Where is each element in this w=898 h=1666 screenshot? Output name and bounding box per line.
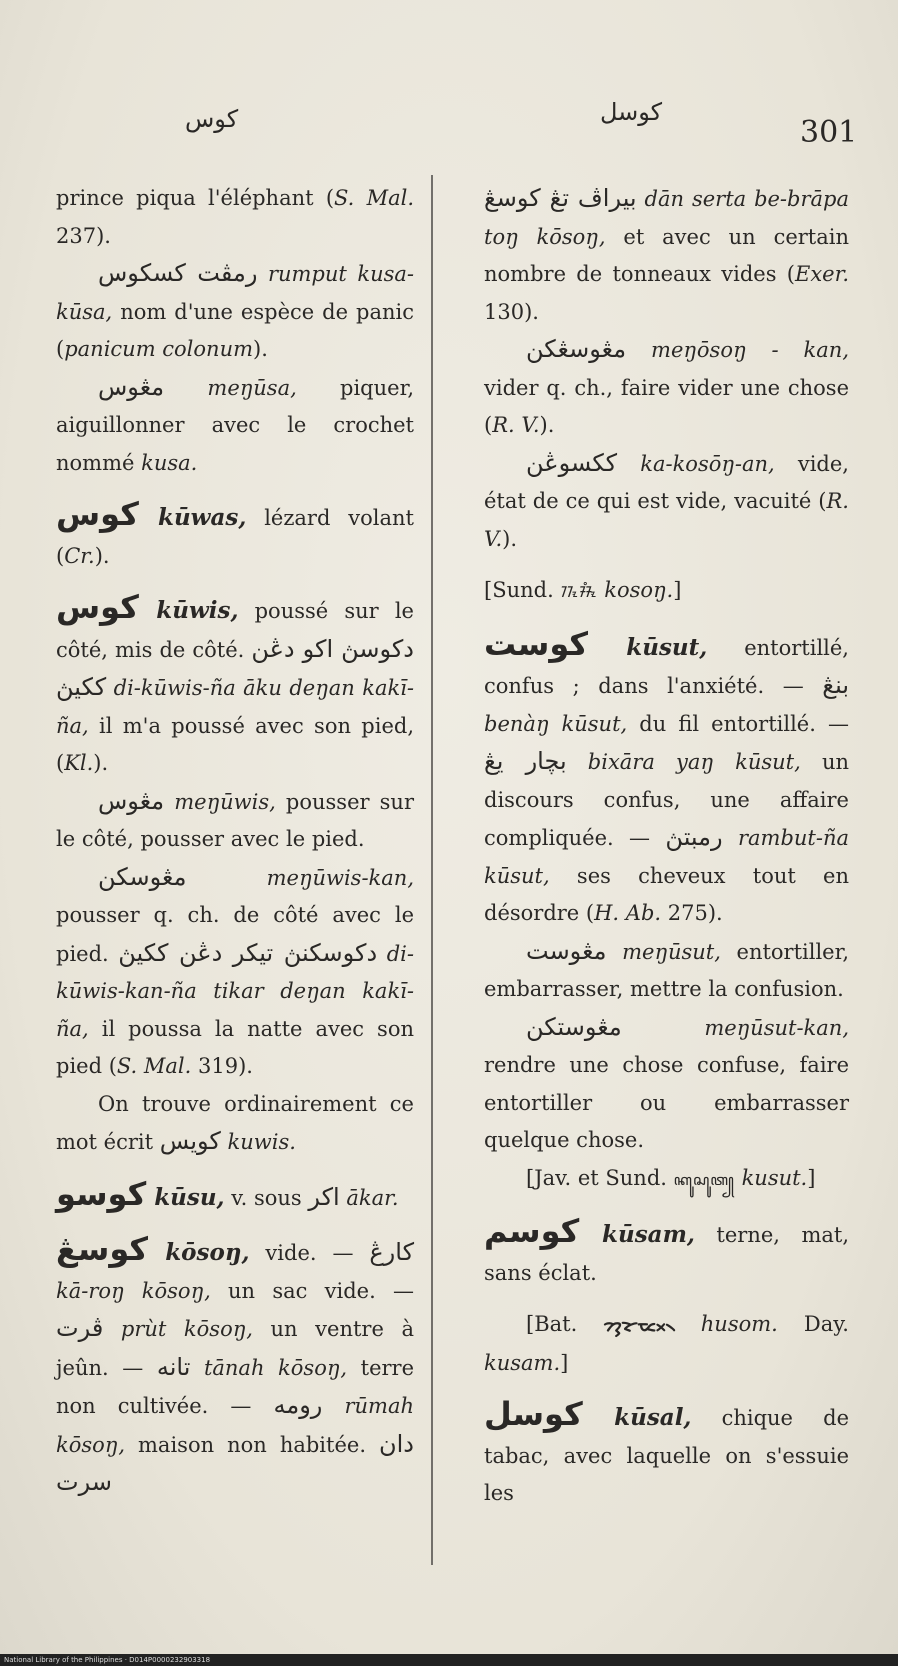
entry-continuation: prince piqua l'éléphant (S. Mal. 237). bbox=[56, 186, 414, 248]
subentry-rumput-kusa-kusa: رمڤت كسكوس rumput kusa-kūsa, nom d'une espèce de panic (panicum colonum). bbox=[56, 259, 414, 361]
right-column bbox=[484, 180, 849, 1513]
subentry-mengosong-kan: مڠوسڠكن meŋōsoŋ - kan, vider q. ch., faire vider une chose (R. V.). bbox=[484, 335, 849, 437]
javanese-script: ꦏꦸꦱꦸꦠ꧀ bbox=[673, 1170, 735, 1189]
subentry-mengusa: مڠوس meŋūsa, piquer, aiguillonner avec le crochet nommé kusa. bbox=[56, 372, 414, 475]
entry-kusu: كوسو kūsu, v. sous اكر ākar. bbox=[56, 1174, 399, 1213]
entry-continuation-right: بيراڤ تڠ كوسڠ dān serta be-brāpa toŋ kōsoŋ, et avec un certain nombre de tonneaux vides (Exer. 130). bbox=[484, 184, 849, 324]
subentry-menguwis: مڠوس meŋūwis, pousser sur le côté, pousser avec le pied. bbox=[56, 786, 414, 851]
entry-kosong: كوسڠ kōsoŋ, vide. — كارڠ kā-roŋ kōsoŋ, un sac vide. — ڤرت prùt kōsoŋ, un ventre à jeûn. — تانه tānah kōsoŋ, terre non cultivée. — رومه rūmah kōsoŋ, maison non habitée. دان سرت bbox=[56, 1230, 415, 1496]
scan-footer: National Library of the Philippines · D014P0000232903318 bbox=[0, 1654, 898, 1666]
cognate-jav-sund-kusut: [Jav. et Sund. ꦏꦸꦱꦸꦠ꧀ kusut.] bbox=[526, 1165, 816, 1190]
sundanese-script: ᮊᮧᮞᮧᮀ bbox=[560, 583, 598, 601]
subentry-mengusut-kan: مڠوستكن meŋūsut-kan, rendre une chose confuse, faire entortiller ou embarrasser quelque chose. bbox=[484, 1012, 849, 1152]
cognate-bat-day-kusam: [Bat. ᯂᯮᯘᯬᯔ᯲ husom. Day. kusam.] bbox=[484, 1312, 849, 1375]
page-number: 301 bbox=[800, 115, 858, 150]
note-kuwis-spelling: On trouve ordinairement ce mot écrit كويس kuwis. bbox=[56, 1091, 414, 1155]
subentry-menguwis-kan: مڠوسكن meŋūwis-kan, pousser q. ch. de côté avec le pied. دكوسكنڽ تيكر دڠن ككيڽ di-kūwis-kan-ña tikar deŋan kakī-ña, il poussa la natte avec son pied (S. Mal. 319). bbox=[56, 862, 414, 1078]
right-header-title: كوسل bbox=[600, 98, 663, 126]
left-header-title: كوس bbox=[185, 105, 239, 133]
batak-script: ᯂᯮᯘᯬᯔ᯲ bbox=[603, 1315, 675, 1336]
subentry-mengusut: مڠوست meŋūsut, entortiller, embarrasser, mettre la confusion. bbox=[484, 936, 850, 1001]
cognate-sund-kosong: [Sund. ᮊᮧᮞᮧᮀ kosoŋ.] bbox=[484, 578, 682, 602]
column-divider bbox=[431, 175, 433, 1565]
entry-kusal: كوسل kūsal, chique de tabac, avec laquelle on s'essuie les bbox=[484, 1395, 849, 1505]
entry-kusut: كوست kūsut, entortillé, confus ; dans l'anxiété. — بنڠ benàŋ kūsut, du fil entortillé. — بچار يڠ bixāra yaŋ kūsut, un discours confus, une affaire compliquée. — رمبتڽ rambut-ña kūsut, ses cheveux tout en désordre (H. Ab. 275). bbox=[484, 624, 850, 925]
left-column bbox=[56, 180, 414, 1503]
entry-kuwas: كوس kūwas, lézard volant (Cr.). bbox=[56, 495, 414, 568]
entry-kuwis: كوس kūwis, poussé sur le côté, mis de côté. دكوسڽ اكو دڠن ككيڽ di-kūwis-ña āku deŋan kakī-ña, il m'a poussé avec son pied, (Kl.). bbox=[56, 588, 414, 775]
entry-kusam: كوسم kūsam, terne, mat, sans éclat. bbox=[484, 1212, 849, 1285]
subentry-ka-kosong-an: ككسوڠن ka-kosōŋ-an, vide, état de ce qui est vide, vacuité (R. V.). bbox=[484, 448, 849, 551]
